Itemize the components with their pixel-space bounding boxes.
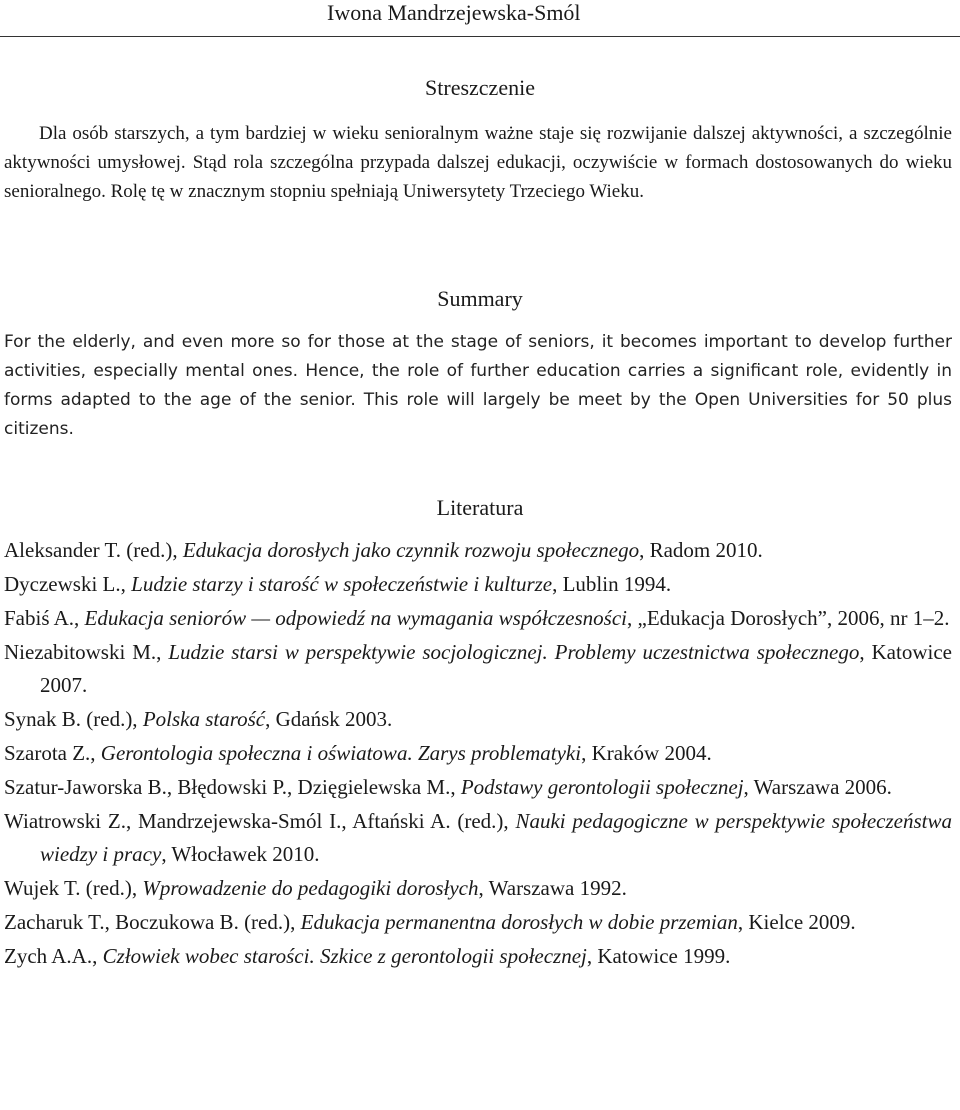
reference-authors: Wiatrowski Z., Mandrzejewska-Smól I., Aftański A. (red.), bbox=[4, 809, 516, 833]
reference-title: Ludzie starzy i starość w społeczeństwie i kulturze bbox=[131, 572, 553, 596]
reference-authors: Szarota Z., bbox=[4, 741, 101, 765]
reference-item bbox=[4, 771, 952, 804]
reference-title: Polska starość bbox=[142, 707, 266, 731]
reference-details: , „Edukacja Dorosłych”, 2006, nr 1–2. bbox=[627, 606, 950, 630]
reference-details: , Lublin 1994. bbox=[552, 572, 672, 596]
running-head bbox=[0, 0, 960, 37]
reference-item bbox=[4, 872, 952, 905]
reference-item bbox=[4, 906, 952, 939]
reference-authors: Zych A.A., bbox=[4, 944, 103, 968]
abstract-pl-heading: Streszczenie bbox=[425, 75, 535, 100]
reference-title: Podstawy gerontologii społecznej bbox=[460, 775, 744, 799]
reference-item bbox=[4, 568, 952, 601]
reference-authors: Zacharuk T., Boczukowa B. (red.), bbox=[4, 910, 301, 934]
reference-item bbox=[4, 940, 952, 973]
reference-details: , Warszawa 2006. bbox=[743, 775, 892, 799]
reference-details: , Kraków 2004. bbox=[581, 741, 712, 765]
reference-title: Edukacja dorosłych jako czynnik rozwoju społecznego bbox=[182, 538, 640, 562]
reference-details: , Włocławek 2010. bbox=[161, 842, 320, 866]
reference-list bbox=[4, 534, 952, 974]
reference-item bbox=[4, 636, 952, 702]
reference-authors: Aleksander T. (red.), bbox=[4, 538, 183, 562]
abstract-en-heading: Summary bbox=[437, 286, 523, 311]
reference-title: Gerontologia społeczna i oświatowa. Zarys problematyki bbox=[100, 741, 582, 765]
reference-authors: Wujek T. (red.), bbox=[4, 876, 143, 900]
reference-details: , Warszawa 1992. bbox=[478, 876, 627, 900]
reference-item bbox=[4, 534, 952, 567]
reference-title: Ludzie starsi w perspektywie socjologicznej. Problemy uczestnictwa społecznego bbox=[168, 640, 860, 664]
reference-title: Nauki pedagogiczne w perspektywie społeczeństwa wiedzy i pracy bbox=[40, 809, 952, 866]
reference-item bbox=[4, 602, 952, 635]
reference-title: Edukacja permanentna dorosłych w dobie przemian bbox=[300, 910, 738, 934]
reference-title: Człowiek wobec starości. Szkice z gerontologii społecznej bbox=[102, 944, 587, 968]
reference-item bbox=[4, 805, 952, 871]
reference-item bbox=[4, 737, 952, 770]
reference-authors: Niezabitowski M., bbox=[4, 640, 169, 664]
reference-title: Edukacja seniorów — odpowiedź na wymagania współczesności bbox=[84, 606, 627, 630]
running-head-author: Iwona Mandrzejewska-Smól bbox=[327, 0, 581, 25]
reference-details: , Gdańsk 2003. bbox=[265, 707, 393, 731]
reference-authors: Dyczewski L., bbox=[4, 572, 132, 596]
reference-title: Wprowadzenie do pedagogiki dorosłych bbox=[142, 876, 479, 900]
reference-authors: Szatur-Jaworska B., Błędowski P., Dzięgielewska M., bbox=[4, 775, 461, 799]
references-heading: Literatura bbox=[436, 495, 524, 520]
abstract-en-text: For the elderly, and even more so for those at the stage of seniors, it becomes important to develop further activities, especially mental ones. Hence, the role of further education carries a significant role, evidently in forms adapted to the age of the senior. This role will largely be meet by the Open Universities for 50 plus citizens. bbox=[4, 332, 952, 439]
reference-details: , Katowice 2007. bbox=[40, 640, 952, 697]
reference-authors: Fabiś A., bbox=[4, 606, 85, 630]
reference-details: , Kielce 2009. bbox=[737, 910, 856, 934]
reference-details: , Katowice 1999. bbox=[586, 944, 731, 968]
abstract-pl-text: Dla osób starszych, a tym bardziej w wieku senioralnym ważne staje się rozwijanie dalszej aktywności, a szczególnie aktywności umysłowej. Stąd rola szczególna przypada dalszej edukacji, oczywiście w formach dostosowanych do wieku senioralnego. Rolę tę w znacznym stopniu spełniają Uniwersytety Trzeciego Wieku. bbox=[4, 123, 952, 202]
reference-authors: Synak B. (red.), bbox=[4, 707, 143, 731]
reference-details: , Radom 2010. bbox=[639, 538, 763, 562]
reference-item bbox=[4, 703, 952, 736]
